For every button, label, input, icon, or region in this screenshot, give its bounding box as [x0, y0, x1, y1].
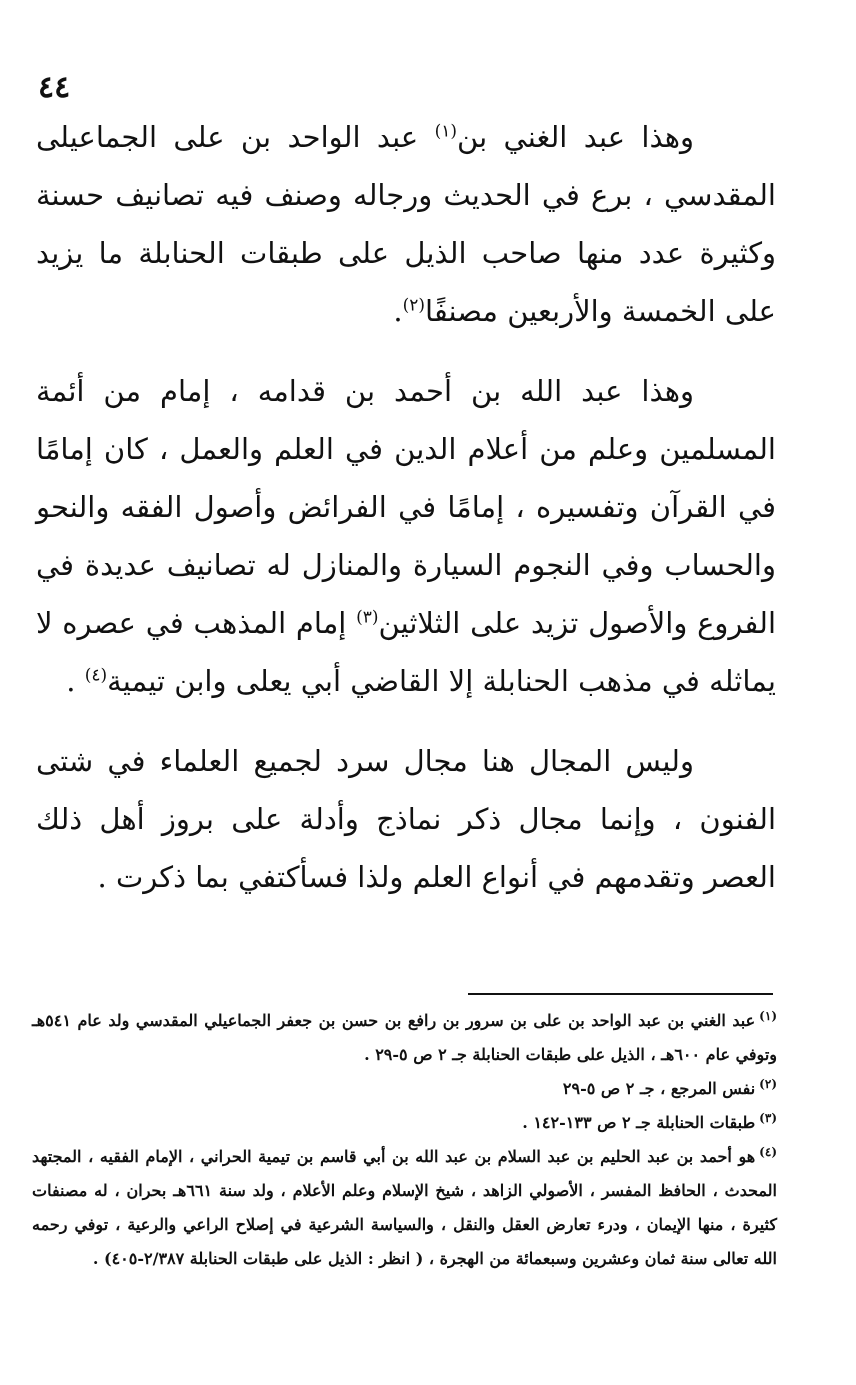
footnote-marker: (١): [759, 1008, 777, 1023]
footnote: [32, 1072, 777, 1106]
footnote-ref[interactable]: (٤): [84, 665, 108, 686]
paragraph-text: .: [66, 664, 85, 698]
footnote-text: طبقات الحنابلة جـ ٢ ص ١٣٣-١٤٢ .: [522, 1113, 756, 1132]
footnotes: [32, 1004, 777, 1276]
paragraph-text: وهذا عبد الغني بن: [457, 120, 694, 154]
footnote: [32, 1140, 777, 1276]
page-number: ٤٤: [38, 70, 71, 105]
paragraph-abd-al-ghani: [36, 108, 776, 340]
footnote-text: نفس المرجع ، جـ ٢ ص ٥-٢٩: [562, 1079, 756, 1098]
footnote-ref[interactable]: (١): [434, 121, 458, 142]
paragraph-ibn-qudama: [36, 362, 776, 710]
footnote: [32, 1106, 777, 1140]
footnote: [32, 1004, 777, 1072]
footnote-ref[interactable]: (٢): [402, 295, 426, 316]
footnote-marker: (٣): [759, 1110, 777, 1125]
paragraph-text: عبد الواحد بن على الجماعيلى المقدسي ، برع في الحديث ورجاله وصنف فيه تصانيف حسنة وكثيرة عدد منها صاحب الذيل على طبقات الحنابلة ما يزيد على الخمسة والأربعين مصنفًا: [36, 120, 776, 328]
footnote-text: عبد الغني بن عبد الواحد بن على بن سرور بن رافع بن حسن بن جعفر الجماعيلي المقدسي ولد عام ٥٤١هـ وتوفي عام ٦٠٠هـ ، الذيل على طبقات الحنابلة جـ ٢ ص ٥-٢٩ .: [32, 1011, 777, 1064]
paragraph-text: وليس المجال هنا مجال سرد لجميع العلماء في شتى الفنون ، وإنما مجال ذكر نماذج وأدلة على بروز أهل ذلك العصر وتقدمهم في أنواع العلم ولذا فسأكتفي بما ذكرت .: [36, 744, 776, 894]
footnote-ref[interactable]: (٣): [356, 607, 379, 628]
paragraph-text: إمام المذهب في عصره لا يماثله في مذهب الحنابلة إلا القاضي أبي يعلى وابن تيمية: [36, 606, 776, 698]
paragraph-text: وهذا عبد الله بن أحمد بن قدامه ، إمام من أئمة المسلمين وعلم من أعلام الدين في العلم والعمل ، كان إمامًا في القرآن وتفسيره ، إمامًا في الفرائض وأصول الفقه والنحو والحساب وفي النجوم السيارة والمنازل له تصانيف عديدة في الفروع والأصول تزيد على الثلاثين: [36, 374, 776, 640]
main-text: [36, 108, 776, 906]
paragraph-conclusion: [36, 732, 776, 906]
footnote-divider: [468, 993, 773, 995]
footnote-marker: (٤): [759, 1144, 777, 1159]
footnote-marker: (٢): [759, 1076, 777, 1091]
paragraph-text: .: [393, 294, 403, 328]
footnote-text: هو أحمد بن عبد الحليم بن عبد السلام بن عبد الله بن أبي قاسم بن تيمية الحراني ، الإمام الفقيه ، المجتهد المحدث ، الحافظ المفسر ، الأصولي الزاهد ، شيخ الإسلام وعلم الأعلام ، ولد سنة ٦٦١هـ بحران ، له مصنفات كثيرة ، منها الإيمان ، ودرء تعارض العقل والنقل ، والسياسة الشرعية في إصلاح الراعي والرعية ، توفي رحمه الله تعالى سنة ثمان وعشرين وسبعمائة من الهجرة ، ( انظر : الذيل على طبقات الحنابلة ٢/٣٨٧-٤٠٥) .: [32, 1147, 777, 1268]
